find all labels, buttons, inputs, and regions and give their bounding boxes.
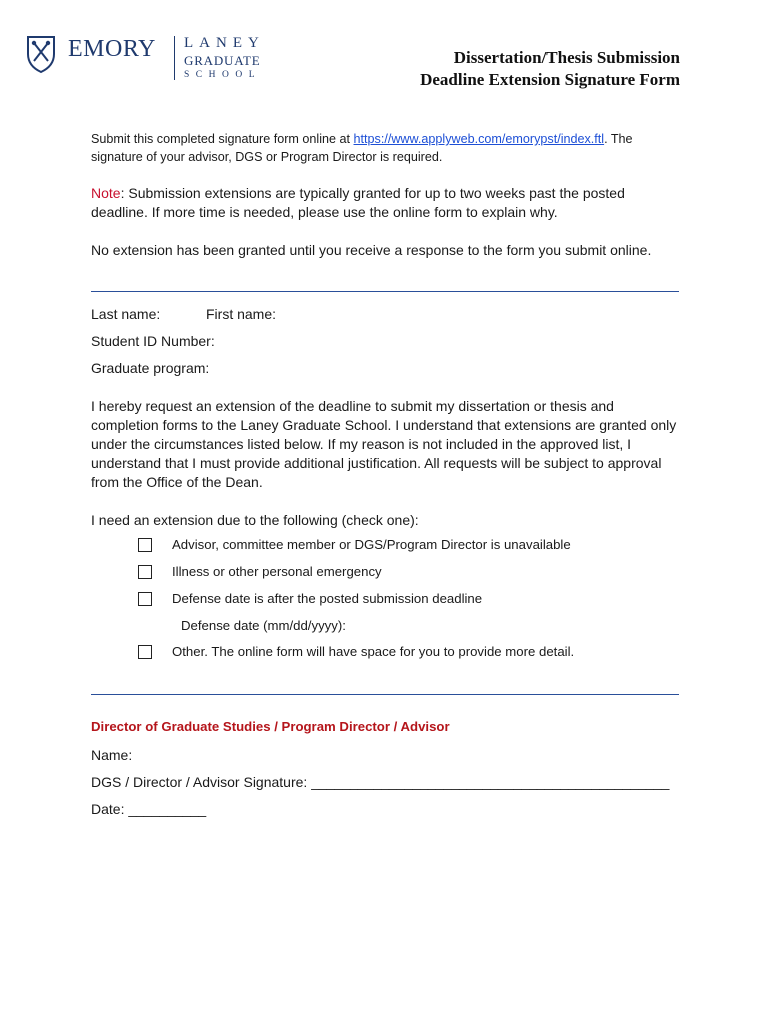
divider-top (91, 291, 679, 292)
intro-line1 (91, 130, 633, 149)
reason-defense-date-label: Defense date is after the posted submission deadline (172, 591, 483, 606)
note-text: : Submission extensions are typically granted for up to two weeks past the posted (120, 185, 625, 201)
reason-illness-label: Illness or other personal emergency (172, 564, 382, 579)
intro-text: Submit this completed signature form online at (91, 132, 354, 146)
last-name-label: Last name: (91, 306, 161, 322)
graduate-program-label: Graduate program: (91, 360, 210, 376)
intro-text-end: . The (604, 132, 633, 146)
intro-line2: signature of your advisor, DGS or Program Director is required. (91, 150, 443, 164)
request-line: understand that I must provide additional justification. All requests will be subject to approval (91, 455, 662, 471)
logo-divider (174, 36, 175, 80)
logo-graduate: GRADUATE (184, 53, 261, 68)
reason-illness-checkbox[interactable] (138, 565, 152, 579)
logo-emory: EMORY (68, 36, 156, 62)
director-name-label: Name: (91, 747, 133, 763)
note-line2: deadline. If more time is needed, please use the online form to explain why. (91, 204, 558, 220)
applyweb-link[interactable]: https://www.applyweb.com/emorypst/index.ftl (353, 132, 605, 146)
request-line: completion forms to the Laney Graduate School. I understand that extensions are granted only (91, 417, 677, 433)
request-line: I hereby request an extension of the deadline to submit my dissertation or thesis and (91, 398, 614, 414)
reason-other-label: Other. The online form will have space for you to provide more detail. (172, 644, 575, 659)
emory-shield-icon (26, 34, 56, 74)
note-label: Note (91, 185, 121, 201)
director-signature-field: DGS / Director / Advisor Signature: ______________________________________________ (91, 774, 670, 790)
request-line: under the circumstances listed below. If my reason is not included in the approved list, I (91, 436, 632, 452)
request-line: from the Office of the Dean. (91, 474, 263, 490)
logo-laney: LANEY (184, 35, 265, 51)
reasons-prompt: I need an extension due to the following (check one): (91, 512, 419, 528)
logo-school: SCHOOL (184, 70, 262, 80)
reason-other-checkbox[interactable] (138, 645, 152, 659)
defense-date-label: Defense date (mm/dd/yyyy): (181, 618, 346, 633)
director-date-field: Date: __________ (91, 801, 207, 817)
director-section-heading: Director of Graduate Studies / Program Director / Advisor (91, 719, 450, 734)
reason-unavailable-label: Advisor, committee member or DGS/Program Director is unavailable (172, 537, 571, 552)
divider-bottom (91, 694, 679, 695)
form-title-line1: Dissertation/Thesis Submission (453, 48, 680, 67)
first-name-label: First name: (206, 306, 277, 322)
reason-unavailable-checkbox[interactable] (138, 538, 152, 552)
no-extension-text: No extension has been granted until you receive a response to the form you submit online. (91, 242, 652, 258)
note-line1 (91, 184, 625, 203)
student-id-label: Student ID Number: (91, 333, 215, 349)
form-title-line2: Deadline Extension Signature Form (420, 70, 680, 89)
reason-defense-date-checkbox[interactable] (138, 592, 152, 606)
